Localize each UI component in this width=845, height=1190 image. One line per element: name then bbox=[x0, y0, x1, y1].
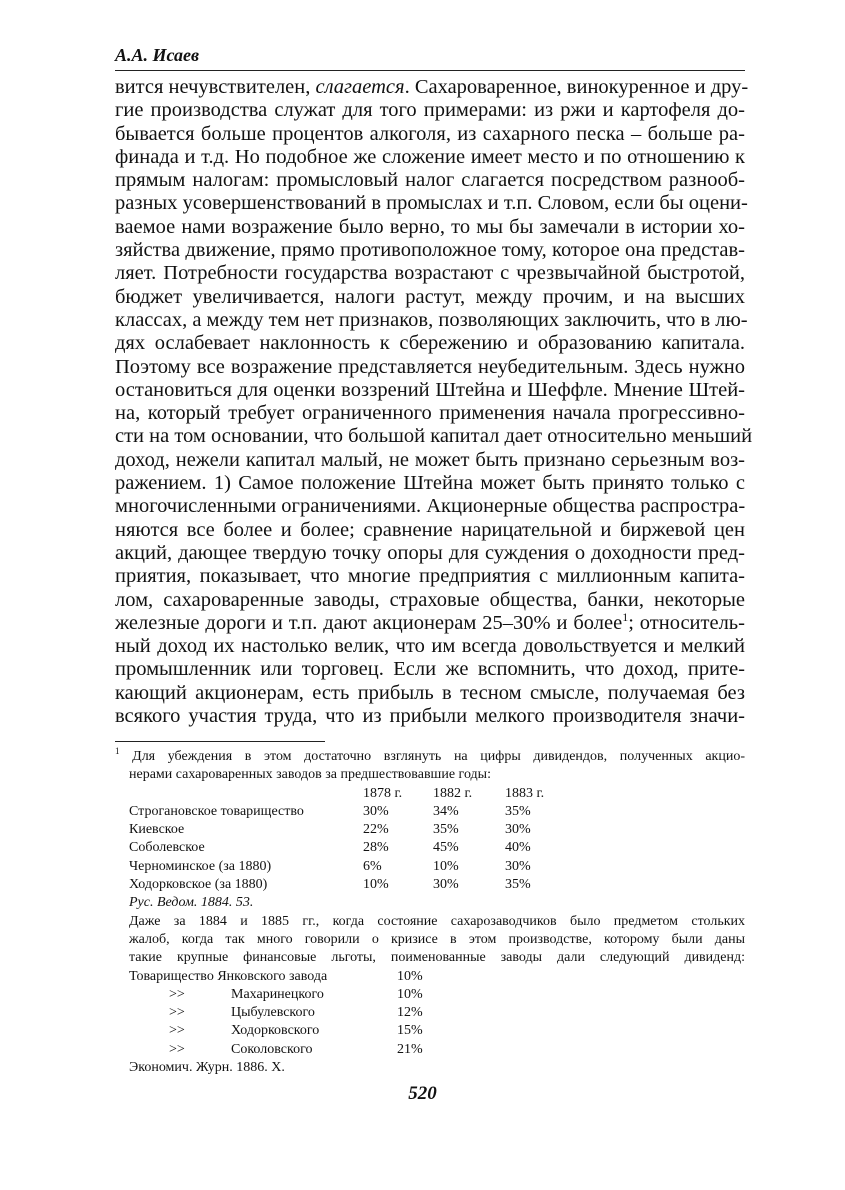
body-line: бюджет увеличивается, налоги растут, между прочим, и на высших bbox=[115, 285, 745, 308]
page-number: 520 bbox=[408, 1083, 437, 1104]
body-line: бывается больше процентов алкоголя, из сахарного песка – больше ра- bbox=[115, 122, 745, 145]
body-line: ваемое нами возражение было верно, то мы бы замечали в истории хо- bbox=[115, 215, 745, 238]
dividend-table2-row bbox=[115, 968, 745, 986]
table-row bbox=[115, 803, 745, 821]
footnote-intro-line: нерами сахароваренных заводов за предшествовавшие годы: bbox=[129, 767, 491, 783]
body-line: на, который требует ограниченного применения начала прогрессивно- bbox=[115, 402, 745, 425]
body-line: классах, а между тем нет признаков, позволяющих заключить, что в лю- bbox=[115, 308, 748, 331]
footnote-paragraph-line: такие крупные финансовые льготы, поименованные заводы дали следующий дивиденд: bbox=[129, 950, 745, 966]
table-cell-name: Строгановское товарищество bbox=[129, 803, 304, 819]
table-cell-value: 35% bbox=[505, 803, 531, 819]
ditto-mark: >> bbox=[169, 1041, 185, 1057]
body-line: дях ослабевает наклонность к сбережению и образованию капитала. bbox=[115, 332, 745, 355]
body-line: ляет. Потребности государства возрастают с чрезвычайной быстротой, bbox=[115, 262, 745, 285]
footnote-paragraph-line: Даже за 1884 и 1885 гг., когда состояние сахарозаводчиков было предметом стольких bbox=[129, 913, 745, 929]
header-rule bbox=[115, 70, 745, 71]
body-line: прямым налогам: промысловый налог слагается посредством разнооб- bbox=[115, 169, 745, 192]
table-cell-name: Соболевское bbox=[129, 840, 205, 856]
table-cell-name: Черноминское (за 1880) bbox=[129, 858, 272, 874]
dividend-table2 bbox=[115, 986, 745, 1059]
table-row bbox=[115, 1041, 745, 1059]
table-row bbox=[115, 986, 745, 1004]
table-cell-value: 30% bbox=[363, 803, 389, 819]
table-row bbox=[115, 1004, 745, 1022]
body-line: остановиться для оценки воззрений Штейна и Шеффле. Мнение Штей- bbox=[115, 378, 745, 401]
table-cell-value: 22% bbox=[363, 822, 389, 838]
body-line: ражением. 1) Самое положение Штейна может быть принято только с bbox=[115, 472, 745, 495]
body-line: зяйства движение, прямо противоположное тому, которое она представ- bbox=[115, 239, 745, 262]
body-line: акций, дающее твердую точку опоры для суждения о доходности пред- bbox=[115, 541, 745, 564]
body-line: Поэтому все возражение представляется неубедительным. Здесь нужно bbox=[115, 355, 745, 378]
body-line: сти на том основании, что большой капитал дает относительно меньший bbox=[115, 425, 753, 448]
table-cell-value: 10% bbox=[363, 877, 389, 893]
source-citation: Рус. Ведом. 1884. 53. bbox=[129, 895, 254, 911]
body-line: всякого участия труда, что из прибыли мелкого производителя значи- bbox=[115, 705, 745, 728]
body-line: железные дороги и т.п. дают акционерам 25–30% и более$^1$; относитель- bbox=[115, 609, 745, 634]
table-cell-name: Ходорковское (за 1880) bbox=[129, 877, 268, 893]
body-line: вится нечувствителен, слагается. Сахароваренное, винокуренное и дру- bbox=[115, 76, 749, 98]
header-author: А.А. Исаев bbox=[115, 45, 200, 65]
table-header-cell: 1882 г. bbox=[433, 785, 473, 801]
table-cell-value: 28% bbox=[363, 840, 389, 856]
body-line: кающий акционерам, есть прибыль в тесном смысле, получаемая без bbox=[115, 681, 745, 704]
body-line: многочисленными ограничениями. Акционерные общества распростра- bbox=[115, 495, 746, 518]
table-cell-value: 30% bbox=[505, 858, 531, 874]
table-row bbox=[115, 1022, 745, 1040]
footnote bbox=[115, 748, 745, 1077]
table-cell-name: Махаринецкого bbox=[231, 986, 324, 1002]
table-cell-value: 12% bbox=[397, 1005, 423, 1021]
table-cell-name: Соколовского bbox=[231, 1041, 313, 1057]
dividend-table-header bbox=[115, 785, 745, 803]
table-cell-value: 35% bbox=[433, 822, 459, 838]
table-cell-value: 10% bbox=[397, 986, 423, 1002]
footnote-separator bbox=[115, 741, 325, 742]
table-cell-name: Киевское bbox=[129, 822, 185, 838]
table-cell-value: 34% bbox=[433, 803, 459, 819]
table-header-cell: 1878 г. bbox=[363, 785, 403, 801]
dividend-table bbox=[115, 803, 745, 894]
body-line: доход, нежели капитал малый, не может быть признано серьезным воз- bbox=[115, 448, 745, 471]
table-cell-value: 10% bbox=[397, 968, 423, 984]
body-line: лом, сахароваренные заводы, страховые общества, банки, некоторые bbox=[115, 588, 745, 611]
body-line: промышленник или торговец. Если же вспомнить, что доход, прите- bbox=[115, 658, 745, 681]
body-line: гие производства служат для того примерами: из ржи и картофеля до- bbox=[115, 99, 745, 122]
table-row bbox=[115, 876, 745, 894]
table-cell-value: 15% bbox=[397, 1023, 423, 1039]
table-cell-name: Товарищество Янковского завода bbox=[129, 968, 328, 984]
table-row bbox=[115, 821, 745, 839]
table-cell-name: Цыбулевского bbox=[231, 1005, 315, 1021]
table-cell-name: Ходорковского bbox=[231, 1023, 320, 1039]
table-cell-value: 30% bbox=[433, 877, 459, 893]
footnote-marker: 1 bbox=[115, 746, 120, 756]
body-line: няются все более и более; сравнение нарицательной и биржевой цен bbox=[115, 518, 745, 541]
table-cell-value: 6% bbox=[363, 858, 382, 874]
running-header bbox=[115, 44, 745, 66]
table-row bbox=[115, 839, 745, 857]
table-cell-value: 40% bbox=[505, 840, 531, 856]
footnote-reference: 1 bbox=[622, 609, 629, 624]
ditto-mark: >> bbox=[169, 986, 185, 1002]
footnote-paragraph-line: жалоб, когда так много говорили о кризисе в этом производстве, которому были даны bbox=[129, 931, 745, 947]
ditto-mark: >> bbox=[169, 1005, 185, 1021]
footnote-intro-line: $^1$ Для убеждения в этом достаточно взглянуть на цифры дивидендов, полученных акцио- bbox=[115, 746, 746, 764]
table-cell-value: 30% bbox=[505, 822, 531, 838]
source-citation: Экономич. Журн. 1886. X. bbox=[129, 1060, 285, 1076]
body-text bbox=[115, 76, 753, 728]
body-line: разных усовершенствований в промыслах и т.п. Словом, если бы оцени- bbox=[115, 192, 748, 215]
table-header-cell: 1883 г. bbox=[505, 785, 545, 801]
body-line: финада и т.д. Но подобное же сложение имеет место и по отношению к bbox=[115, 145, 745, 168]
table-cell-value: 21% bbox=[397, 1041, 423, 1057]
ditto-mark: >> bbox=[169, 1023, 185, 1039]
table-cell-value: 10% bbox=[433, 858, 459, 874]
body-line: приятия, показывает, что многие предприятия с миллионным капита- bbox=[115, 565, 745, 588]
body-line: ный доход их настолько велик, что им всегда довольствуется и мелкий bbox=[115, 635, 745, 658]
table-cell-value: 45% bbox=[433, 840, 459, 856]
table-cell-value: 35% bbox=[505, 877, 531, 893]
table-row bbox=[115, 858, 745, 876]
